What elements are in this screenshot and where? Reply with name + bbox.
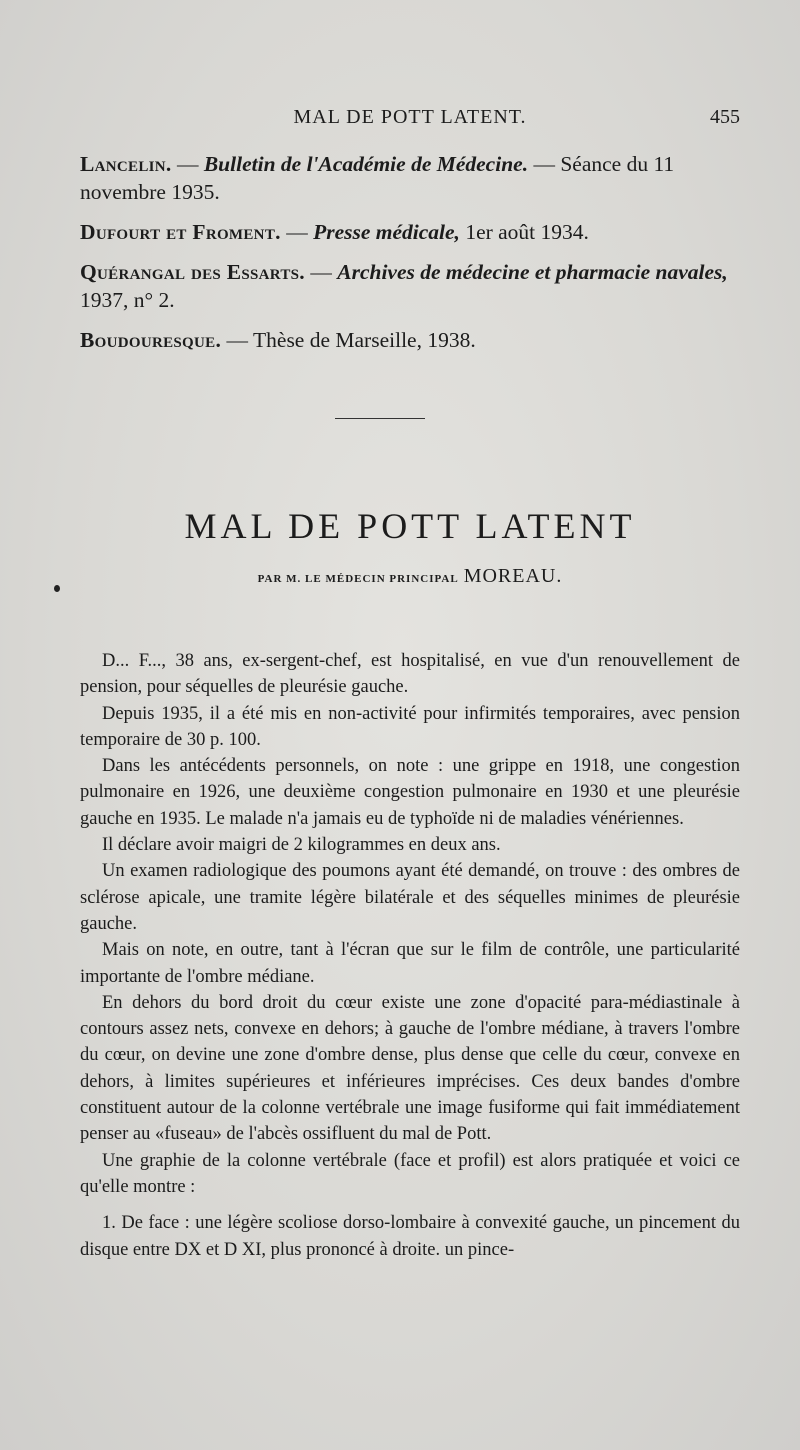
reference-item	[80, 326, 740, 354]
reference-item	[80, 258, 740, 314]
paragraph: Une graphie de la colonne vertébrale (face et profil) est alors pratiquée et voici ce qu'elle montre :	[80, 1150, 740, 1197]
article-body	[80, 648, 740, 1263]
reference-author: Quérangal des Essarts.	[80, 260, 305, 284]
reference-separator: —	[221, 328, 254, 352]
reference-journal: Presse médicale,	[313, 220, 460, 244]
byline-author: MOREAU.	[463, 565, 563, 587]
paragraph: 1. De face : une légère scoliose dorso-lombaire à convexité gauche, un pincement du disque entre DX et D XI, plus prononcé à droite. un pince-	[80, 1213, 740, 1260]
paragraph: Il déclare avoir maigri de 2 kilogrammes en deux ans.	[102, 835, 501, 856]
reference-author: Lancelin.	[80, 152, 172, 176]
reference-separator: —	[304, 260, 338, 284]
reference-journal: Bulletin de l'Académie de Médecine.	[203, 152, 529, 176]
running-title: MAL DE POTT LATENT.	[293, 106, 527, 128]
running-head	[80, 106, 740, 136]
paragraph: Dans les antécédents personnels, on note : une grippe en 1918, une congestion pulmonaire en 1926, une deuxième congestion pulmonaire en 1930 et une pleurésie gauche en 1935. Le malade n'a jamais eu de typhoïde ni de maladies vénériennes.	[80, 756, 740, 829]
reference-details: 1937, n° 2.	[80, 288, 175, 312]
reference-author: Boudouresque.	[80, 328, 222, 352]
reference-item	[80, 150, 740, 206]
reference-list	[80, 150, 740, 366]
section-divider	[335, 418, 425, 419]
paragraph: Un examen radiologique des poumons ayant été demandé, on trouve : des ombres de sclérose apicale, une tramite légère bilatérale et des séquelles minimes de pleurésie gauche.	[80, 861, 740, 934]
paragraph: D... F..., 38 ans, ex-sergent-chef, est hospitalisé, en vue d'un renouvellement de pension, pour séquelles de pleurésie gauche.	[80, 651, 740, 698]
margin-mark	[54, 585, 60, 592]
reference-separator: —	[280, 220, 314, 244]
reference-details: — Séance du 11 novembre 1935.	[80, 152, 675, 204]
byline-prefix: PAR M. LE MÉDECIN PRINCIPAL	[257, 573, 459, 585]
reference-item	[80, 218, 740, 246]
page-number: 455	[710, 106, 740, 128]
reference-journal: Archives de médecine et pharmacie navales,	[337, 260, 728, 284]
reference-details: Thèse de Marseille, 1938.	[253, 328, 476, 352]
reference-details: 1er août 1934.	[459, 220, 589, 244]
paragraph: Mais on note, en outre, tant à l'écran que sur le film de contrôle, une particularité importante de l'ombre médiane.	[80, 940, 740, 987]
reference-author: Dufourt et Froment.	[80, 220, 281, 244]
paragraph: En dehors du bord droit du cœur existe une zone d'opacité para-médiastinale à contours assez nets, convexe en dehors; à gauche de l'ombre médiane, à travers l'ombre du cœur, on devine une zone d'ombre dense, plus dense que celle du cœur, convexe en dehors, à limites supérieures et inférieures imprécises. Ces deux bandes d'ombre constituent autour de la colonne vertébrale une image fusiforme qui fait immédiatement penser au «fuseau» de l'abcès ossifluent du mal de Pott.	[80, 992, 740, 1145]
article-title: MAL DE POTT LATENT	[184, 506, 636, 546]
paragraph: Depuis 1935, il a été mis en non-activité pour infirmités temporaires, avec pension temporaire de 30 p. 100.	[80, 703, 740, 750]
reference-separator: —	[171, 152, 204, 176]
byline	[80, 565, 740, 588]
